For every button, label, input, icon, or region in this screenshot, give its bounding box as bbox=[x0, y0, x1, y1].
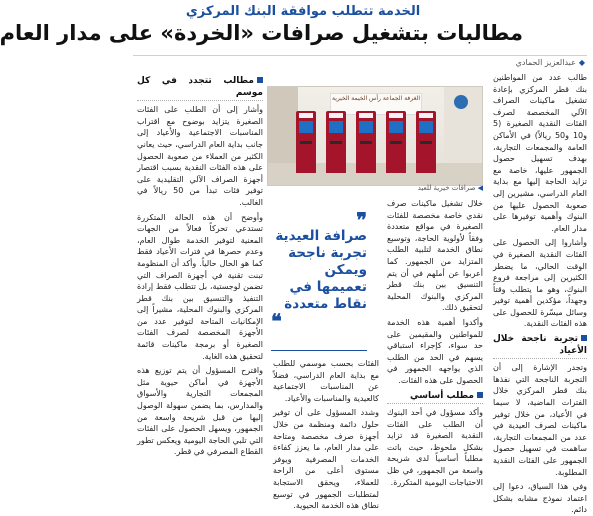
paragraph: وأوضح أن هذه الحالة المتكررة تستدعي تحركاً فعالاً من الجهات المعنية لتوفير الخدمة طوال العام، وعدم حصرها في فترات الأعياد فقط كما هو الحال حالياً. وأكد أن المنظومة تبنت تقنية في أجهزة الصراف التي تضمن لوجستية، بل تتطلب فقط إرادة التنفيذ والتنسيق بين بنك قطر المركزي والبنوك المحلية، مشيراً إلى الإمكانيات المتاحة لتوفير عدد من الأجهزة المخصصة لصرف الفئات الصغيرة أو برمجة ماكينات قائمة لتحقيق هذه الغاية. bbox=[137, 212, 263, 361]
paragraph: واقترح المسؤول أن يتم توزيع هذه الأجهزة في أماكن حيوية مثل المجمعات التجارية والأسواق والمدارس، بما يضمن سهولة الوصول إليها من قبل شريحة واسعة من الجمهور، ويسهل الحصول على الفئات التي تلبي الحاجة اليومية ويعكس تطور القطاع المصرفي في قطر. bbox=[137, 366, 263, 457]
quote-close-icon: ❝ bbox=[271, 309, 282, 333]
paragraph: وأكدوا أهمية هذه الخدمة للمواطنين والمقيمين على حد سواء، كإجراء استباقي يسهم في الحد من الطلب الذي يواجهه الجمهور في الحصول على هذه الفئات. bbox=[387, 317, 483, 385]
paragraph: خلال تشغيل ماكينات صرف نقدي خاصة مخصصة للفئات الصغيرة في مواقع متعددة وفقاً لأولوية الحاجة، وتوسيع نطاق الخدمة لتلبية الطلب المتزايد من الجمهور. كما أعربوا عن أملهم في أن يتم التنسيق بين بنك قطر المركزي والبنوك المحلية لتحقيق ذلك. bbox=[387, 199, 483, 313]
article-photo bbox=[267, 86, 483, 186]
article-column-right bbox=[493, 72, 587, 515]
paragraph: وأشار إلى أن الطلب على الفئات الصغيرة يتزايد بوضوح مع اقتراب المناسبات الاجتماعية والأعياد إلى جانب بداية العام الدراسي، حيث يعاني الكثير من العملاء من صعوبة الحصول على هذه الفئات النقدية بسبب اقتصار أجهزة الصراف الآلي التقليدية على توفير فئات تبدأ من 50 ريالاً في الغالب. bbox=[137, 105, 263, 207]
square-bullet-icon bbox=[477, 392, 483, 398]
byline bbox=[455, 58, 585, 67]
atm-kiosk bbox=[356, 111, 376, 173]
atm-kiosk bbox=[416, 111, 436, 173]
bank-logo-icon bbox=[454, 95, 468, 109]
byline-author: عبدالعزيز الحمادي bbox=[515, 58, 576, 67]
paragraph: وأكد مسؤول في أحد البنوك أن الطلب على الفئات النقدية الصغيرة قد تزايد بشكل ملحوظ، حيث باتت مطلباً أساسياً لدى شريحة واسعة من الجمهور، في ظل الاحتياجات اليومية المتكررة. bbox=[387, 408, 483, 487]
article-column-middle-left bbox=[273, 358, 379, 511]
article-column-middle bbox=[387, 198, 483, 492]
paragraph: وشدد المسؤول على أن توفير حلول دائمة ومنظمة من خلال أجهزة صرف مخصصة ومتاحة على مدار العام، ما يعزز كفاءة الخدمات المصرفية ويوفر مستوى أعلى من الراحة للعملاء، ويحقق الاستجابة لمتطلبات الجمهور في توسيع نطاق هذه الخدمة الحيوية. bbox=[273, 408, 379, 511]
paragraph: طالب عدد من المواطنين بنك قطر المركزي بإعادة تشغيل ماكينات الصراف الآلي المخصصة لصرف الفئات النقدية الصغيرة (5 و10 و50 ريالاً) في الأماكن العامة والمجمعات التجارية، بهدف تسهيل حصول الجمهور عليها، خاصة مع تزايد الحاجة إليها مع بداية العام الدراسي، مشيرين إلى صعوبة الحصول عليها من البنوك وأهمية توفيرها على مدار العام. bbox=[493, 73, 587, 233]
header-divider bbox=[133, 55, 587, 56]
paragraph: وتجدر الإشارة إلى أن التجربة الناجحة التي نفذها بنك قطر المركزي خلال الفترات الماضية، لا سيما في الأعياد، من خلال توفير ماكينات لصرف العيدية في عدد من المجمعات التجارية، ساهمت في تسهيل حصول الجمهور على الفئات النقدية المطلوبة. bbox=[493, 363, 587, 477]
headline: مطالبات بتشغيل صرافات «الخردة» على مدار العام bbox=[0, 21, 523, 45]
subheading: مطالب تتجدد في كل موسم bbox=[137, 76, 263, 101]
atm-kiosk bbox=[326, 111, 346, 173]
kicker: الخدمة تتطلب موافقة البنك المركزي bbox=[185, 4, 421, 19]
square-bullet-icon bbox=[581, 335, 587, 341]
paragraph: وأشاروا إلى الحصول على الفئات النقدية الصغيرة في الوقت الحالي، ما يضطر الكثيرين إلى مراجعة فروع البنوك، وهو ما يتطلب وقتاً وجهداً، مؤكدين أهمية توفير وسائل ميسّرة للحصول على هذه الفئات النقدية. bbox=[493, 238, 587, 329]
caption-triangle-icon: ◀ bbox=[477, 184, 483, 192]
paragraph: وفي هذا السياق، دعوا إلى اعتماد نموذج مشابه بشكل دائم. bbox=[493, 482, 587, 515]
pull-quote-rule bbox=[271, 350, 367, 351]
article-column-left bbox=[137, 72, 263, 492]
author-arrow-icon: ◆ bbox=[578, 58, 585, 67]
subheading: مطلب أساسي bbox=[387, 391, 483, 405]
subheading: تجربة ناجحة خلال الأعياد bbox=[493, 334, 587, 359]
quote-open-icon: ❞ bbox=[356, 208, 367, 232]
atm-kiosk bbox=[386, 111, 406, 173]
paragraph: الفئات بحسب موسمي للطلب مع بداية العام الدراسي، فضلاً عن المناسبات الاجتماعية كالعيدية والمناسبات والأعياد. bbox=[273, 359, 379, 403]
atm-kiosk bbox=[296, 111, 316, 173]
photo-caption: ◀صرافات خيرية للعيد bbox=[417, 184, 483, 192]
square-bullet-icon bbox=[257, 77, 263, 83]
pull-quote: ❞ صرافة العيدية تجربة ناجحة ويمكن تعميمها في نقاط متعددة ❝ bbox=[271, 208, 367, 333]
photo-wall-sign: الغرفة الجماعة رأس الخيمة الخيرية bbox=[330, 93, 422, 115]
